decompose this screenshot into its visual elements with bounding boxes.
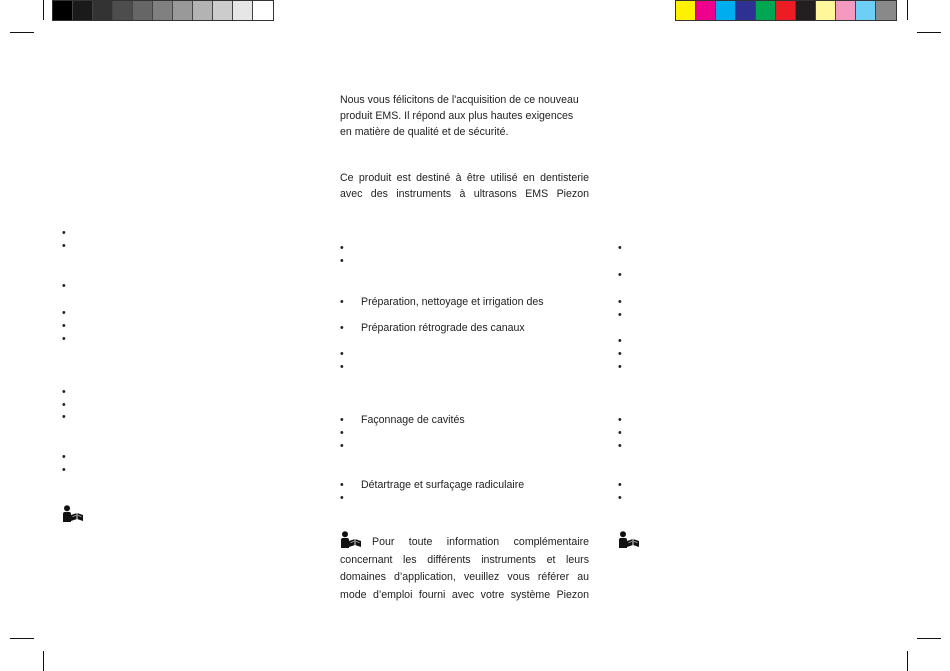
bullet-text: Préparation rétrograde des canaux (361, 322, 525, 334)
color-swatch (816, 1, 836, 20)
bullet-text: Façonnage de cavités (361, 414, 465, 426)
info-line-2: concernant les différents instruments et leurs (340, 553, 589, 566)
grayscale-swatch (93, 1, 113, 20)
grayscale-swatch (253, 1, 273, 20)
grayscale-swatch (213, 1, 233, 20)
color-swatch (776, 1, 796, 20)
color-swatch (676, 1, 696, 20)
info-line-1: Pour toute information complémentaire (372, 536, 589, 548)
bullet-text: Détartrage et surfaçage radiculaire (361, 479, 525, 491)
crop-mark-bottom-left-v (43, 651, 44, 671)
info-note (340, 534, 589, 604)
reader-manual-icon (62, 505, 84, 523)
crop-mark-top-left-h (10, 32, 34, 33)
grayscale-swatch (113, 1, 133, 20)
color-swatch (796, 1, 816, 20)
bullet-text: Préparation, nettoyage et irrigation des (361, 296, 544, 308)
color-swatch (716, 1, 736, 20)
color-swatch (856, 1, 876, 20)
color-swatch (836, 1, 856, 20)
crop-mark-bottom-right-v (907, 651, 908, 671)
usage-line-1: Ce produit est destiné à être utilisé en dentisterie (340, 172, 589, 184)
intro-line-1: Nous vous félicitons de l'acquisition de ce nouveau (340, 94, 579, 106)
crop-mark-bottom-left-h (10, 638, 34, 639)
crop-mark-top-left-v (43, 0, 44, 20)
intro-line-2: produit EMS. Il répond aux plus hautes exigences (340, 110, 574, 122)
crop-mark-bottom-right-h (917, 638, 941, 639)
color-swatch (696, 1, 716, 20)
reader-manual-icon (618, 531, 640, 549)
color-swatch (876, 1, 896, 20)
grayscale-swatch (73, 1, 93, 20)
grayscale-calibration-bar (52, 0, 274, 21)
grayscale-swatch (53, 1, 73, 20)
intro-line-3: en matière de qualité et de sécurité. (340, 126, 509, 138)
grayscale-swatch (193, 1, 213, 20)
grayscale-swatch (153, 1, 173, 20)
color-swatch (736, 1, 756, 20)
color-swatch (756, 1, 776, 20)
crop-mark-top-right-h (917, 32, 941, 33)
intro-paragraph (340, 92, 589, 140)
grayscale-swatch (133, 1, 153, 20)
grayscale-swatch (173, 1, 193, 20)
info-line-3: domaines d’application, veuillez vous référer au (340, 571, 589, 583)
grayscale-swatch (233, 1, 253, 20)
usage-line-2: avec des instruments à ultrasons EMS Piezon (340, 188, 589, 200)
crop-mark-top-right-v (907, 0, 908, 20)
color-calibration-bar (675, 0, 897, 21)
info-line-4: mode d’emploi fourni avec votre système Piezon (340, 588, 589, 601)
usage-paragraph (340, 170, 589, 202)
